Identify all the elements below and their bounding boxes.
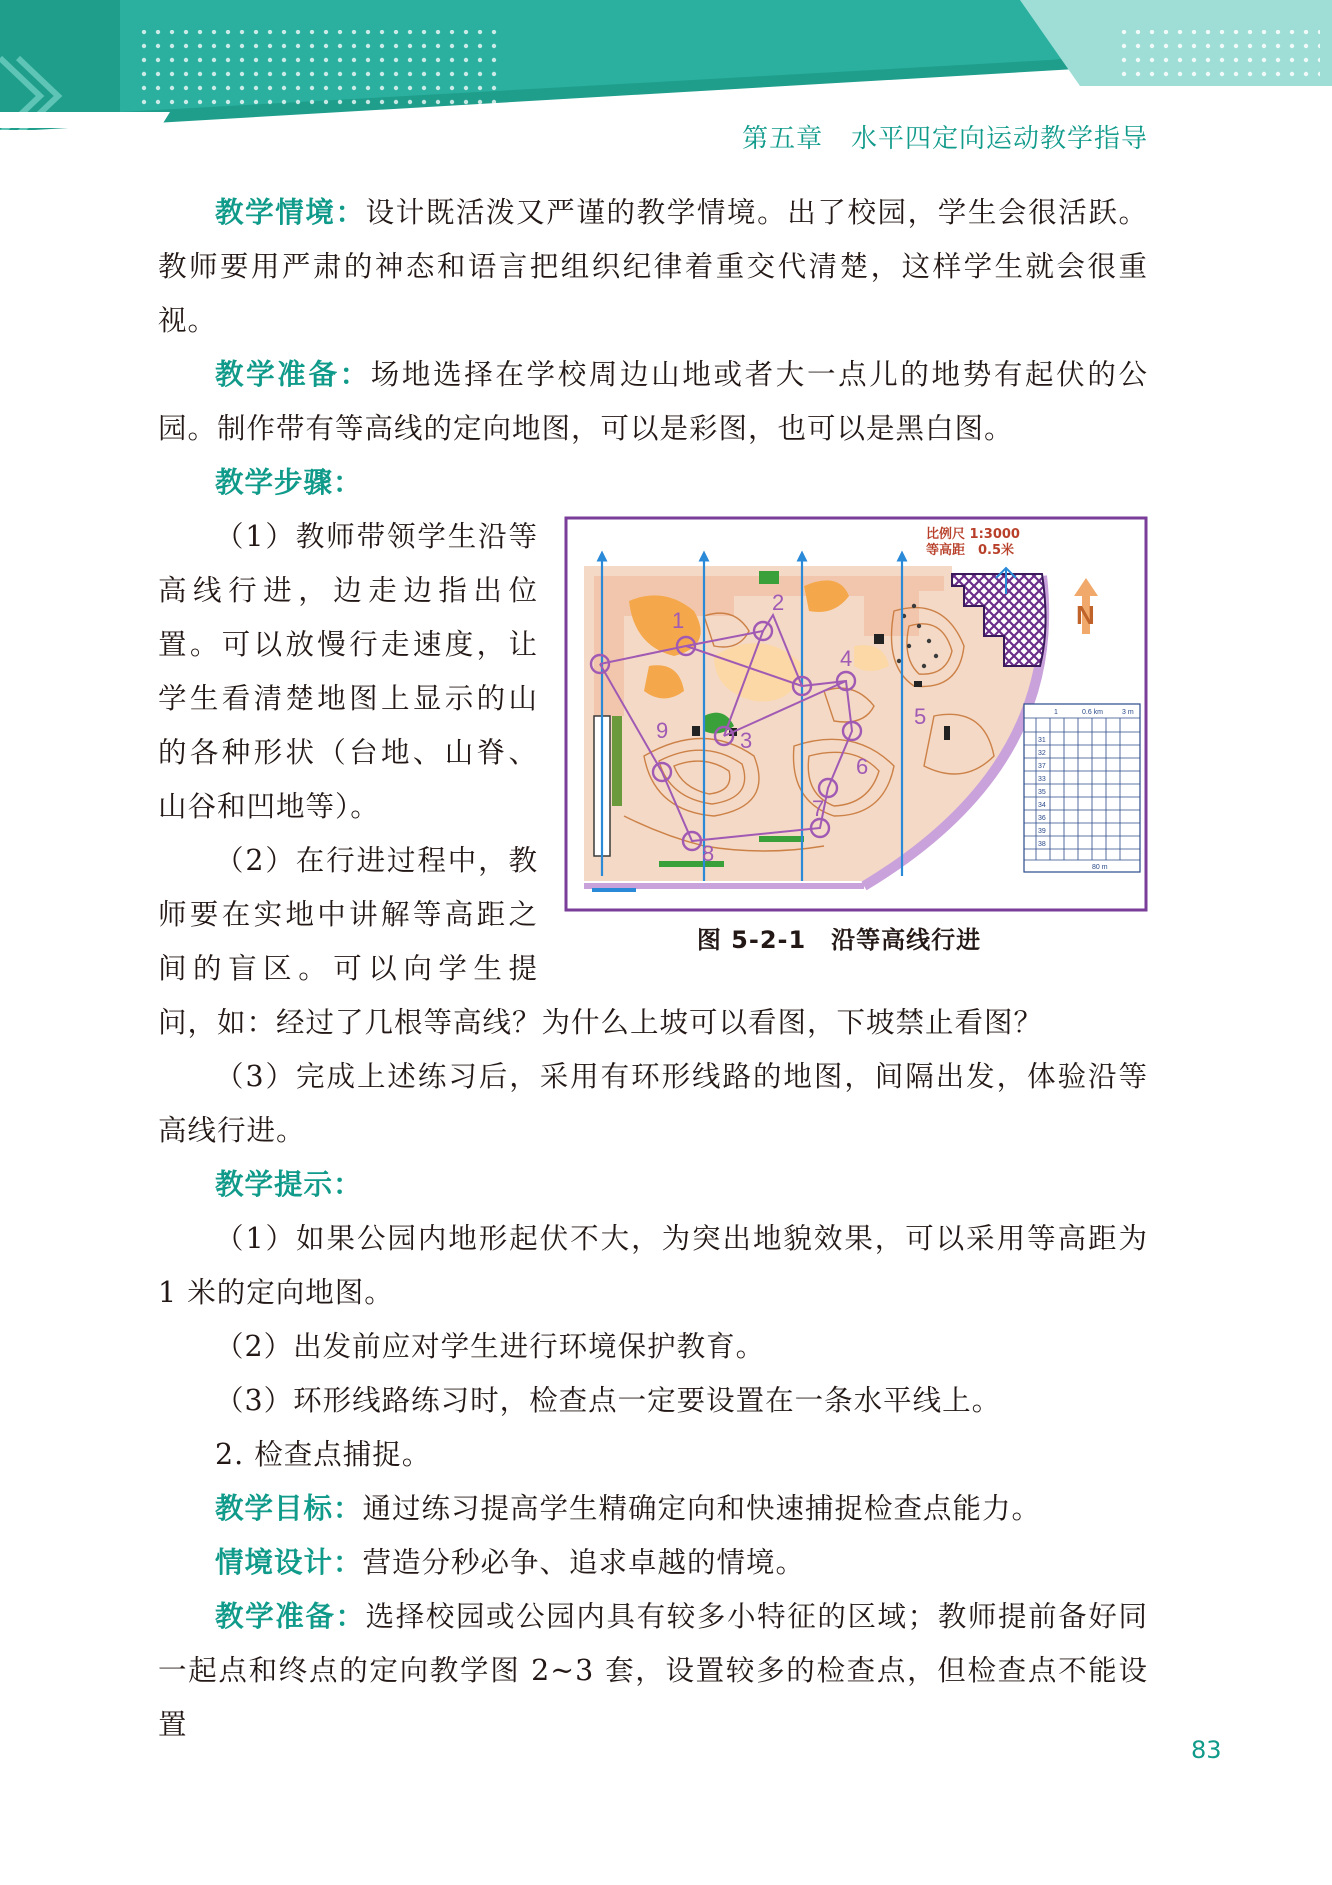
svg-text:80 m: 80 m — [1092, 864, 1108, 871]
section-label: 教学准备： — [215, 358, 371, 391]
section-label: 教学情境： — [215, 196, 366, 229]
control-number: 1 — [672, 608, 685, 633]
page-number: 83 — [1191, 1736, 1222, 1764]
svg-text:32: 32 — [1038, 750, 1046, 757]
section-label: 教学提示： — [215, 1168, 363, 1201]
map-contour-label: 等高距 0.5米 — [926, 543, 1015, 558]
control-number: 5 — [914, 704, 927, 729]
control-number: 3 — [740, 728, 753, 753]
control-description-table — [1024, 704, 1140, 872]
figure-5-2-1 — [564, 516, 1148, 960]
paragraph: （1）如果公园内地形起伏不大，为突出地貌效果，可以采用等高距为 1 米的定向地图。 — [158, 1222, 1148, 1309]
svg-text:N: N — [1076, 600, 1095, 630]
paragraph: 教学目标：通过练习提高学生精确定向和快速捕捉检查点能力。 — [215, 1492, 1042, 1525]
section-label: 情境设计： — [215, 1546, 363, 1579]
paragraph: 教学准备：选择校园或公园内具有较多小特征的区域；教师提前备好同一起点和终点的定向教学图 2~3 套，设置较多的检查点，但检查点不能设置 — [158, 1600, 1148, 1741]
paragraph: （3）环形线路练习时，检查点一定要设置在一条水平线上。 — [215, 1384, 1002, 1417]
chapter-name: 水平四定向运动教学指导 — [850, 124, 1148, 154]
control-number: 4 — [840, 646, 853, 671]
paragraph: （3）完成上述练习后，采用有环形线路的地图，间隔出发，体验沿等高线行进。 — [158, 1060, 1148, 1147]
paragraph: （2）出发前应对学生进行环境保护教育。 — [215, 1330, 766, 1363]
control-number: 8 — [702, 841, 715, 866]
svg-text:0.6 km: 0.6 km — [1082, 709, 1104, 716]
section-label: 教学目标： — [215, 1492, 363, 1525]
chapter-title — [742, 118, 1148, 155]
svg-text:39: 39 — [1038, 828, 1046, 835]
paragraph — [158, 1158, 1148, 1212]
body-text — [158, 186, 1148, 1752]
paragraph: 教学准备：场地选择在学校周边山地或者大一点儿的地势有起伏的公园。制作带有等高线的定向地图，可以是彩图，也可以是黑白图。 — [158, 358, 1148, 445]
section-label: 教学步骤： — [215, 466, 363, 499]
control-number: 9 — [656, 718, 669, 743]
svg-text:1: 1 — [1054, 709, 1058, 716]
control-number: 2 — [772, 590, 785, 615]
svg-text:34: 34 — [1038, 802, 1046, 809]
paragraph — [158, 456, 1148, 510]
paragraph: 情境设计：营造分秒必争、追求卓越的情境。 — [215, 1546, 806, 1579]
chapter-number: 第五章 — [742, 124, 824, 154]
header-banner — [0, 0, 1332, 130]
map-scale-label: 比例尺 1:3000 — [926, 527, 1020, 542]
control-number: 7 — [812, 796, 825, 821]
svg-text:33: 33 — [1038, 776, 1046, 783]
svg-text:38: 38 — [1038, 841, 1046, 848]
svg-text:31: 31 — [1038, 737, 1046, 744]
paragraph: （1）教师带领学生沿等高线行进，边走边指出位置。可以放慢行走速度，让学生看清楚地图上显示的山的各种形状（台地、山脊、山谷和凹地等）。 — [158, 520, 538, 823]
svg-text:3 m: 3 m — [1122, 709, 1134, 716]
svg-text:35: 35 — [1038, 789, 1046, 796]
orienteering-map — [564, 516, 1148, 912]
section-label: 教学准备： — [215, 1600, 366, 1633]
figure-caption: 图 5-2-1 沿等高线行进 — [696, 926, 982, 954]
paragraph: 教学情境：设计既活泼又严谨的教学情境。出了校园，学生会很活跃。教师要用严肃的神态和语言把组织纪律着重交代清楚，这样学生就会很重视。 — [158, 196, 1148, 337]
paragraph: 2. 检查点捕捉。 — [215, 1438, 432, 1471]
svg-text:37: 37 — [1038, 763, 1046, 770]
control-number: 6 — [856, 754, 869, 779]
svg-text:36: 36 — [1038, 815, 1046, 822]
paragraph: （2）在行进过程中，教师要在实地中讲解等高距之间的盲区。可以向学生提问，如：经过了几根等高线？为什么上坡可以看图，下坡禁止看图？ — [158, 844, 1044, 1039]
